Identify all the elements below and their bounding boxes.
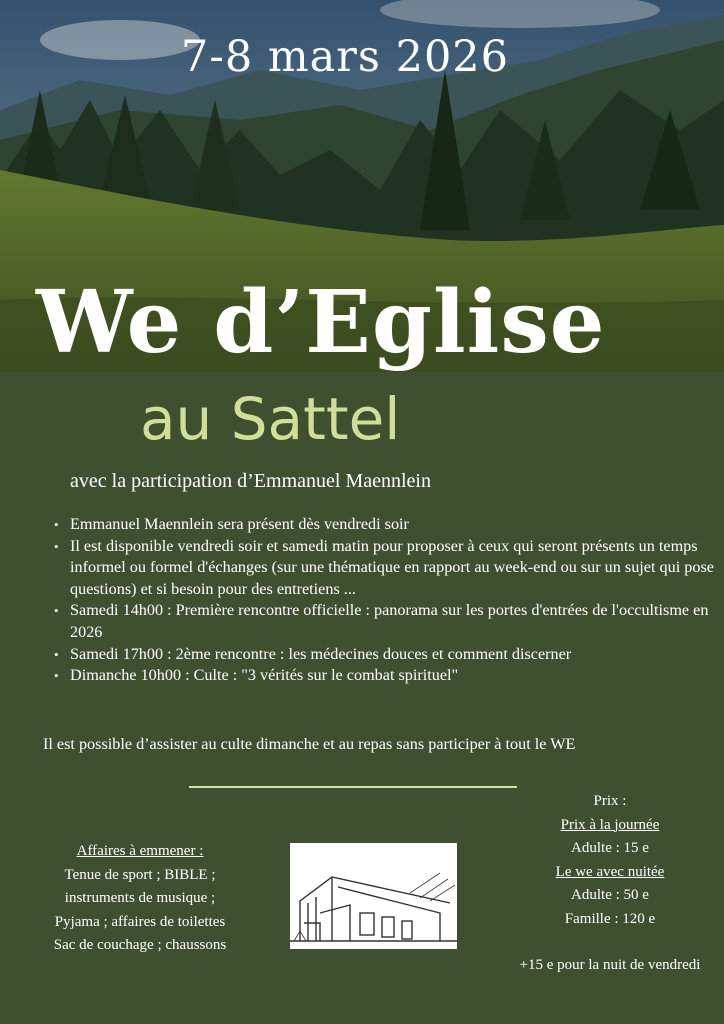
program-item: • Emmanuel Maennlein sera présent dès vendredi soir (70, 514, 720, 536)
items-line: Sac de couchage ; chaussons (53, 937, 227, 953)
items-line: instruments de musique ; (64, 890, 216, 906)
price-friday-night: +15 e pour la nuit de vendredi (519, 957, 701, 973)
price-weekend-family: Famille : 120 e (564, 910, 656, 927)
price-heading: Prix : (593, 793, 627, 809)
items-line: Pyjama ; affaires de toilettes (54, 913, 226, 930)
price-day-heading: Prix à la journée (560, 816, 660, 833)
program-item: • Samedi 17h00 : 2ème rencontre : les médecines douces et comment discerner (70, 644, 720, 666)
event-date: 7-8 mars 2026 (180, 32, 510, 82)
program-item: • Il est disponible vendredi soir et samedi matin pour proposer à ceux qui seront présents un temps informel ou formel d'échanges (sur une thématique en rapport au week-end ou sur un sujet qui pose questions) et si besoin pour des entretiens ... (70, 536, 720, 601)
attendance-note: Il est possible d’assister au culte dimanche et au repas sans participer à tout le WE (43, 735, 576, 753)
program-list (46, 514, 720, 687)
guest-speaker-line: avec la participation d’Emmanuel Maennlein (70, 470, 431, 492)
items-line: Tenue de sport ; BIBLE ; (64, 866, 216, 883)
items-to-bring (20, 840, 260, 958)
event-location: au Sattel (140, 385, 401, 453)
price-day-adult: Adulte : 15 e (571, 840, 649, 856)
price-weekend-heading: Le we avec nuitée (555, 863, 665, 880)
pricing (510, 790, 710, 978)
items-heading: Affaires à emmener : (76, 843, 204, 859)
divider-line (189, 786, 517, 788)
program-item: • Dimanche 10h00 : Culte : "3 vérités sur le combat spirituel" (70, 665, 720, 687)
price-weekend-adult: Adulte : 50 e (571, 887, 649, 903)
event-title: We d’Eglise (36, 272, 606, 373)
program-item: • Samedi 14h00 : Première rencontre officielle : panorama sur les portes d'entrées de l'occultisme en 2026 (70, 600, 720, 643)
building-sketch (290, 843, 457, 949)
